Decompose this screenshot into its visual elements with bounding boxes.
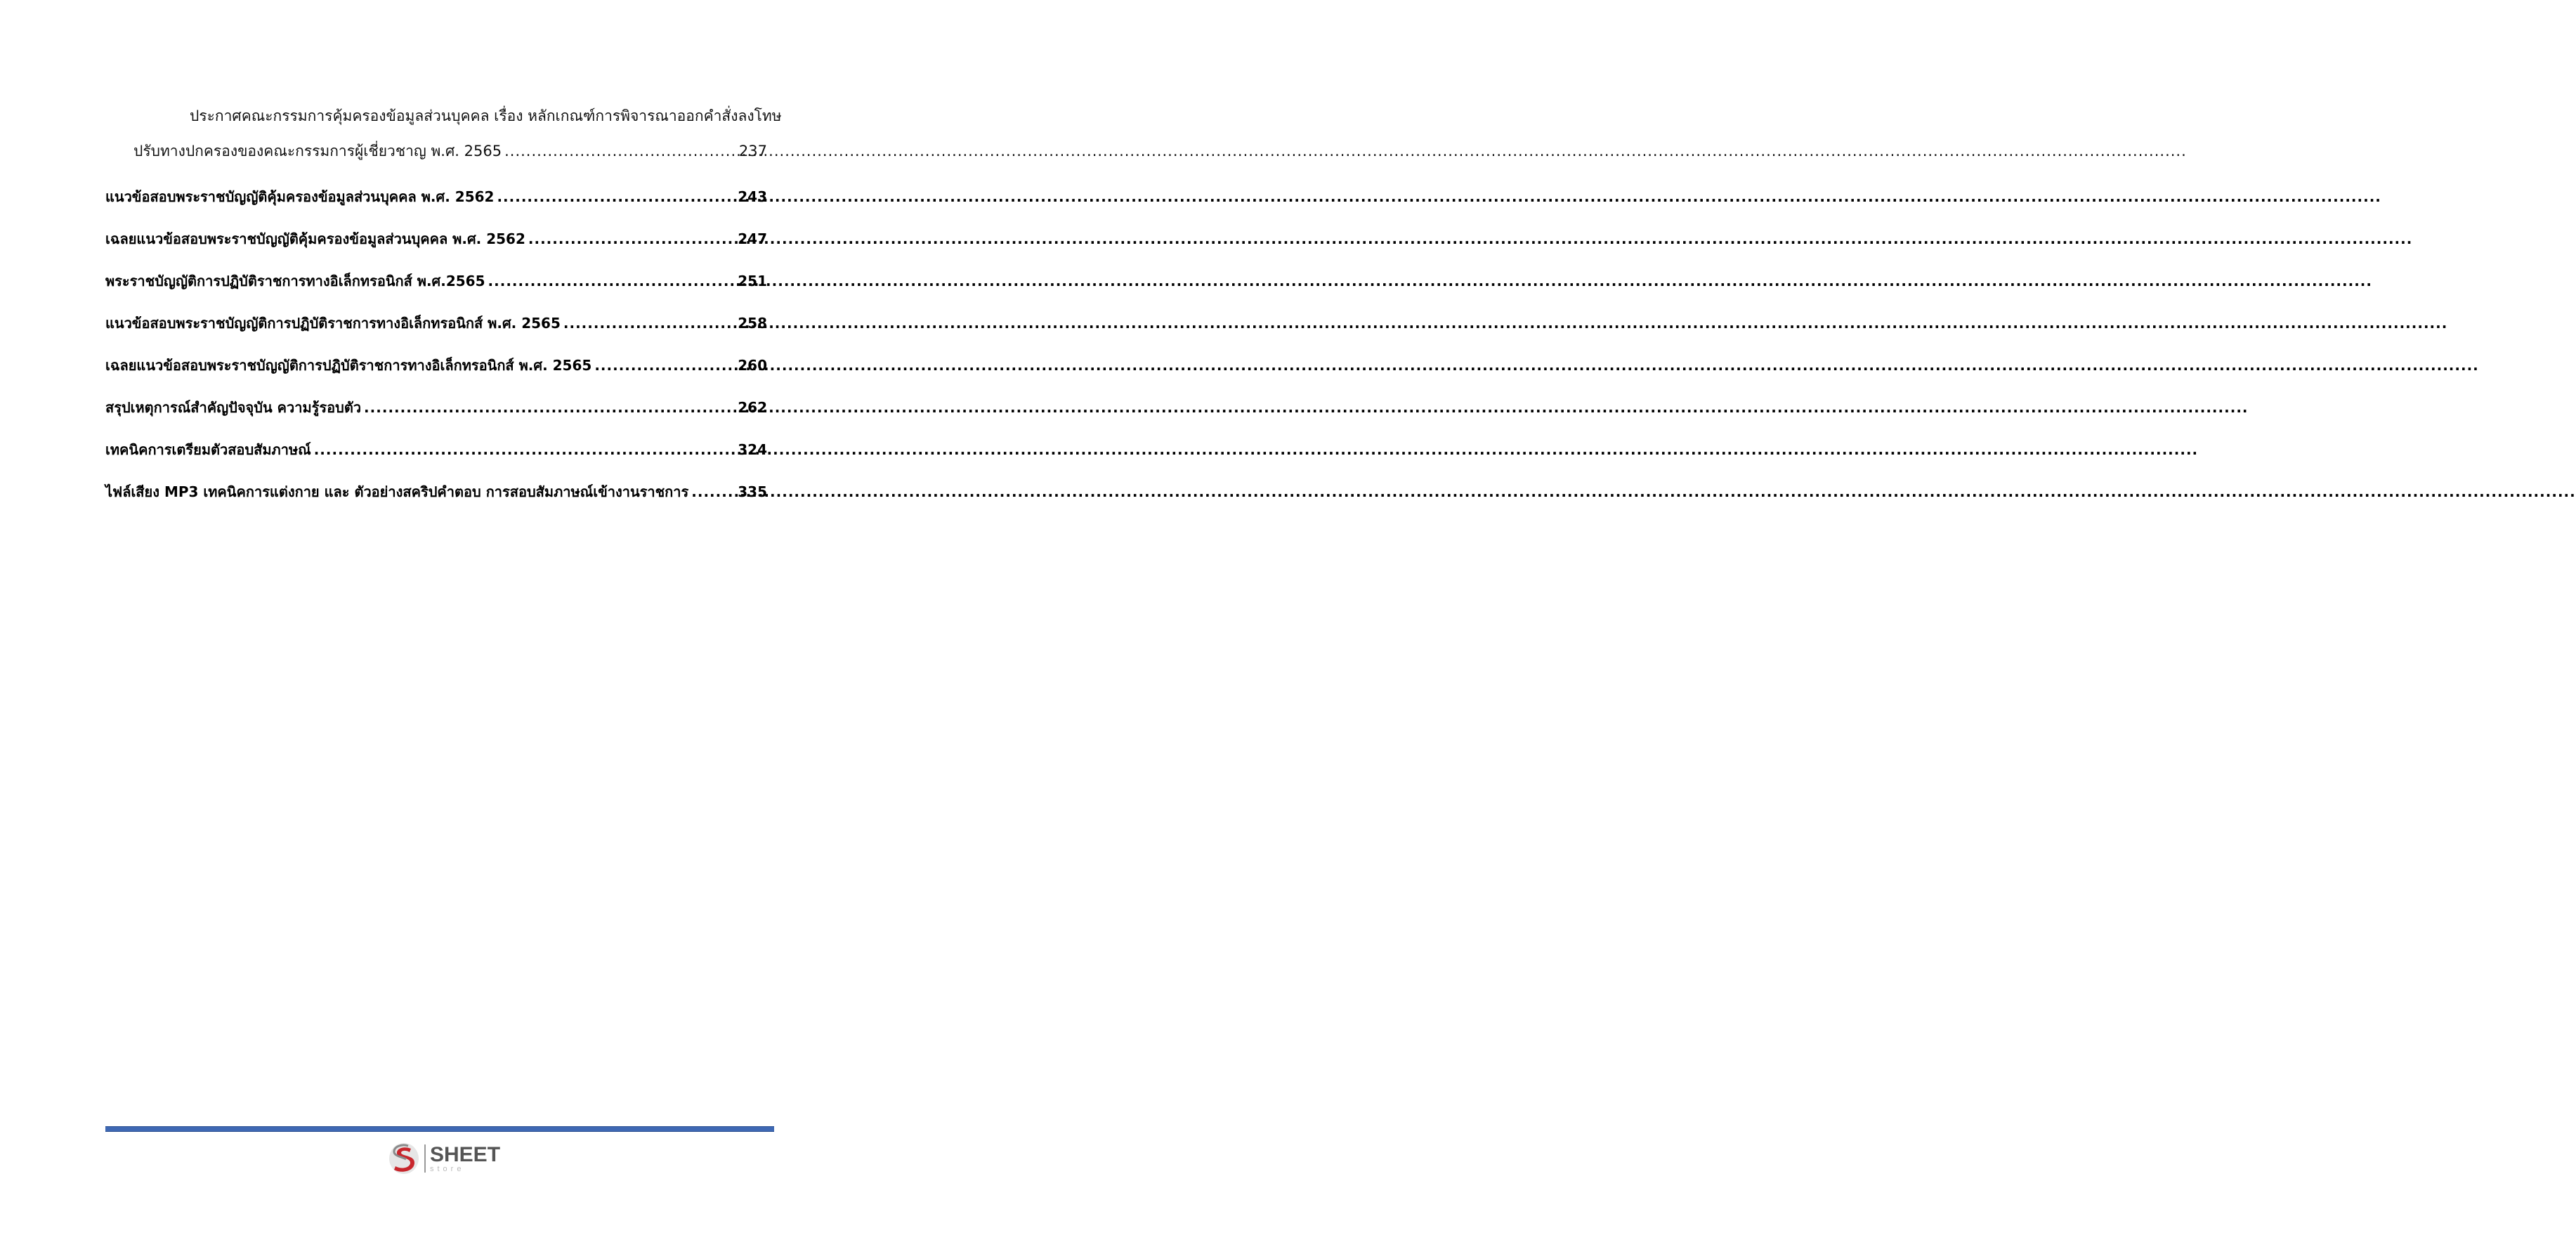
toc-entry-title: เทคนิคการเตรียมตัวสอบสัมภาษณ์ — [105, 441, 311, 458]
dot-leader — [594, 357, 735, 374]
footer-rule — [105, 1126, 774, 1132]
toc-entry[interactable] — [105, 481, 767, 502]
dot-leader — [497, 188, 735, 205]
toc-entry[interactable] — [105, 185, 767, 207]
logo-word: SHEET — [430, 1142, 501, 1166]
toc-entry[interactable] — [105, 354, 767, 375]
toc-entry-title: แนวข้อสอบพระราชบัญญัติคุ้มครองข้อมูลส่วนบุคคล พ.ศ. 2562 — [105, 188, 495, 205]
dot-leader — [504, 141, 736, 162]
toc-page-number: 324 — [738, 441, 767, 458]
dot-leader — [364, 399, 735, 416]
toc-page-number: 262 — [738, 399, 767, 416]
toc-entry-title: เฉลยแนวข้อสอบพระราชบัญญัติคุ้มครองข้อมูลส่วนบุคคล พ.ศ. 2562 — [105, 230, 525, 247]
toc-page-number: 247 — [738, 230, 767, 247]
toc-sub-entry-line1: ประกาศคณะกรรมการคุ้มครองข้อมูลส่วนบุคคล เรื่อง หลักเกณฑ์การพิจารณาออกคำสั่งลงโทษ — [190, 107, 782, 124]
logo-text — [430, 1144, 500, 1173]
toc-entry-title: ไฟล์เสียง MP3 เทคนิคการแต่งกาย และ ตัวอย่างสคริปคำตอบ การสอบสัมภาษณ์เข้างานราชการ — [105, 483, 689, 500]
dot-leader — [563, 315, 735, 332]
toc-page-number: 251 — [738, 273, 767, 289]
toc-entry[interactable] — [105, 312, 767, 333]
toc-sub-entry[interactable] — [133, 105, 782, 162]
toc-entry-title: เฉลยแนวข้อสอบพระราชบัญญัติการปฏิบัติราชการทางอิเล็กทรอนิกส์ พ.ศ. 2565 — [105, 357, 592, 374]
toc-page-number: 243 — [738, 188, 767, 205]
toc-page-number: 335 — [738, 483, 767, 500]
dot-leader — [528, 230, 735, 247]
table-of-contents — [105, 105, 782, 502]
toc-entry-title: พระราชบัญญัติการปฏิบัติราชการทางอิเล็กทรอนิกส์ พ.ศ.2565 — [105, 273, 485, 289]
toc-entry[interactable] — [105, 438, 767, 459]
toc-entry[interactable] — [105, 270, 767, 291]
toc-page-number: 237 — [738, 143, 767, 159]
toc-sub-entry-row — [133, 141, 767, 162]
logo-divider — [424, 1144, 426, 1173]
toc-entry[interactable] — [105, 396, 767, 417]
toc-entry-title: แนวข้อสอบพระราชบัญญัติการปฏิบัติราชการทางอิเล็กทรอนิกส์ พ.ศ. 2565 — [105, 315, 561, 332]
toc-page-number: 258 — [738, 315, 767, 332]
toc-entry[interactable] — [105, 228, 767, 249]
logo-sub: store — [430, 1164, 465, 1173]
sheet-store-logo — [388, 1140, 507, 1177]
dot-leader — [691, 483, 735, 500]
toc-sub-entry-line2: ปรับทางปกครองของคณะกรรมการผู้เชี่ยวชาญ พ.ศ. 2565 — [133, 143, 502, 159]
sheet-store-logo-mark — [388, 1142, 420, 1175]
toc-entry-title: สรุปเหตุการณ์สำคัญปัจจุบัน ความรู้รอบตัว — [105, 399, 362, 416]
dot-leader — [488, 273, 735, 289]
dot-leader — [314, 441, 735, 458]
toc-page-number: 260 — [738, 357, 767, 374]
